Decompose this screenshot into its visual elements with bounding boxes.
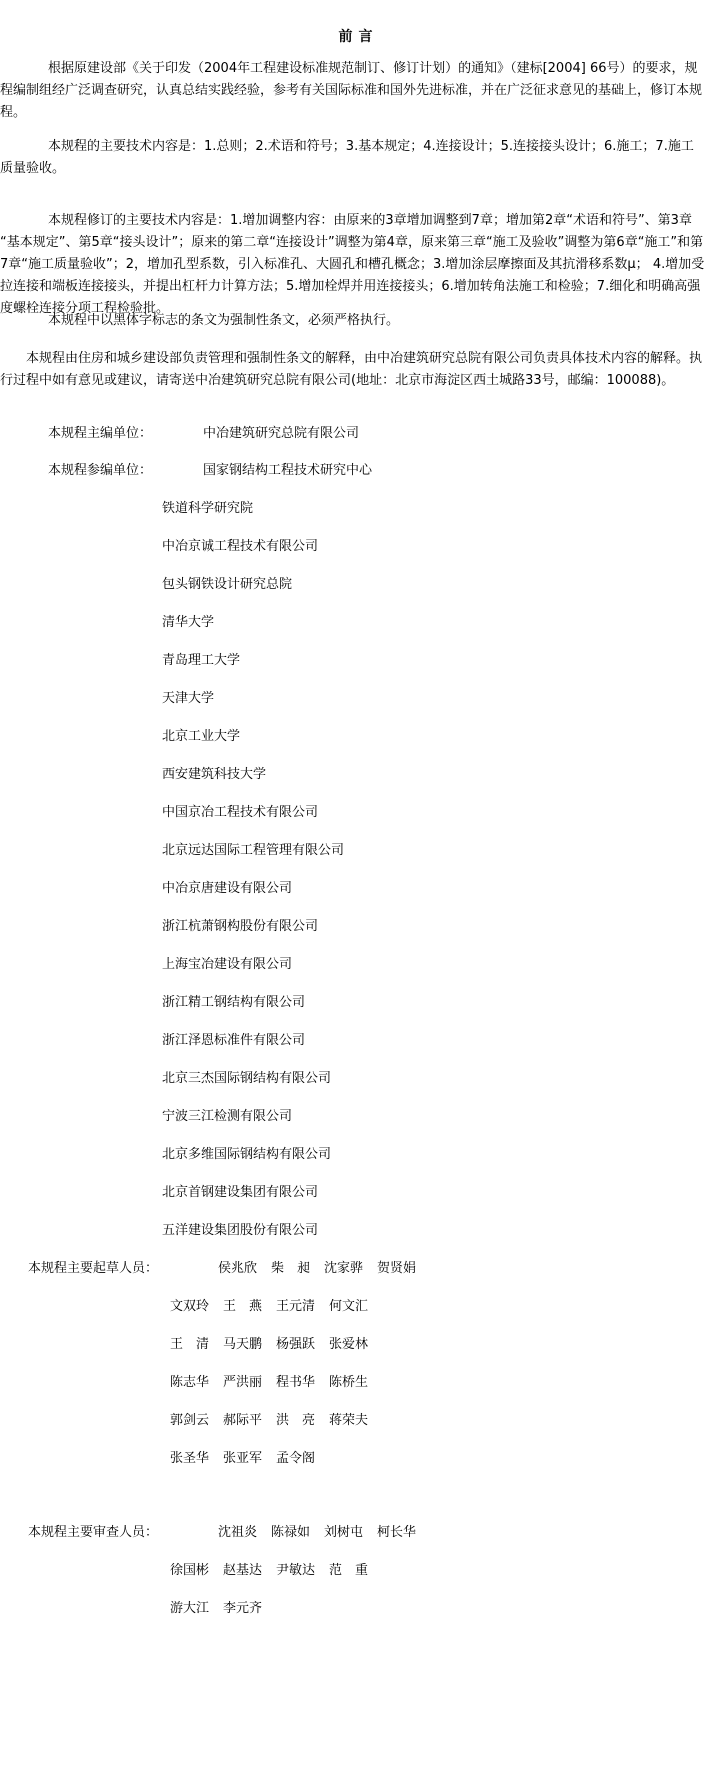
- person-name: 马天鹏: [223, 1337, 263, 1352]
- person-name: 郝际平: [223, 1413, 263, 1428]
- participant-unit: 宁波三江检测有限公司: [162, 1109, 293, 1124]
- drafter-names: [170, 1449, 329, 1469]
- participant-unit: 北京多维国际钢结构有限公司: [162, 1147, 332, 1162]
- participant-unit: 浙江精工钢结构有限公司: [162, 995, 306, 1010]
- reviewers-label: 本规程主要审查人员：: [28, 1525, 159, 1540]
- participant-unit: 五洋建设集团股份有限公司: [162, 1223, 319, 1238]
- person-name: 游大江: [170, 1601, 210, 1616]
- person-name: 程书华: [276, 1375, 316, 1390]
- page-title: 前言: [338, 29, 379, 45]
- paragraph-main-content: 本规程的主要技术内容是：1.总则；2.术语和符号；3.基本规定；4.连接设计；5.连接接头设计；6.施工；7.施工质量验收。: [0, 139, 694, 176]
- person-name: 蒋荣夫: [329, 1413, 369, 1428]
- participant-unit: 浙江泽恩标准件有限公司: [162, 1033, 306, 1048]
- drafter-names: [170, 1335, 382, 1355]
- paragraph-revision-content: 本规程修订的主要技术内容是：1.增加调整内容：由原来的3章增加调整到7章；增加第2章“术语和符号”、第3章 “基本规定”、第5章“接头设计”；原来的第二章“连接设计”调整为第4章，原来第三章“施工及验收”调整为第6章“施工”和第7章“施工质量验收”；2，增加孔型系数，引入标准孔、大圆孔和槽孔概念；3.增加涂层摩擦面及其抗滑移系数μ； 4.增加受拉连接和端板连接接头，并提出杠杆力计算方法；5.增加栓焊并用连接接头；6.增加转角法施工和检验；7.细化和明确高强度螺栓连接分项工程检验批。: [0, 213, 705, 316]
- person-name: 陈禄如: [271, 1525, 311, 1540]
- person-name: 刘树屯: [324, 1525, 364, 1540]
- participant-unit: 上海宝冶建设有限公司: [162, 957, 293, 972]
- participant-unit: 包头钢铁设计研究总院: [162, 577, 293, 592]
- person-name: 孟令阁: [276, 1451, 316, 1466]
- person-name: 杨强跃: [276, 1337, 316, 1352]
- paragraph-management: 本规程由住房和城乡建设部负责管理和强制性条文的解释，由中冶建筑研究总院有限公司负责具体技术内容的解释。执行过程中如有意见或建议，请寄送中冶建筑研究总院有限公司(地址：北京市海淀区西土城路33号，邮编：100088)。: [0, 351, 703, 388]
- person-name: 王 清: [170, 1337, 210, 1352]
- person-name: 郭剑云: [170, 1413, 210, 1428]
- person-name: 何文汇: [329, 1299, 369, 1314]
- person-name: 王元清: [276, 1299, 316, 1314]
- participant-unit: 国家钢结构工程技术研究中心: [203, 463, 373, 478]
- participant-unit: 北京首钢建设集团有限公司: [162, 1185, 319, 1200]
- participant-unit: 北京工业大学: [162, 729, 241, 744]
- person-name: 张圣华: [170, 1451, 210, 1466]
- person-name: 沈祖炎: [218, 1525, 258, 1540]
- person-name: 陈志华: [170, 1375, 210, 1390]
- drafters-label: 本规程主要起草人员：: [28, 1261, 159, 1276]
- drafter-names: [170, 1411, 382, 1431]
- chief-editor-label: 本规程主编单位：: [48, 426, 153, 441]
- person-name: 贺贤娟: [377, 1261, 417, 1276]
- participant-unit: 中冶京唐建设有限公司: [162, 881, 293, 896]
- chief-editor-unit: 中冶建筑研究总院有限公司: [203, 426, 360, 441]
- person-name: 柯长华: [377, 1525, 417, 1540]
- person-name: 赵基达: [223, 1563, 263, 1578]
- participant-unit: 中国京冶工程技术有限公司: [162, 805, 319, 820]
- person-name: 张亚军: [223, 1451, 263, 1466]
- person-name: 严洪丽: [223, 1375, 263, 1390]
- participants-label: 本规程参编单位：: [48, 463, 153, 478]
- person-name: 洪 亮: [276, 1413, 316, 1428]
- reviewer-names: [170, 1561, 382, 1581]
- paragraph-mandatory-note: 本规程中以黑体字标志的条文为强制性条文，必须严格执行。: [48, 313, 400, 328]
- person-name: 陈桥生: [329, 1375, 369, 1390]
- person-name: 张爱林: [329, 1337, 369, 1352]
- participant-unit: 青岛理工大学: [162, 653, 241, 668]
- paragraph-basis: 根据原建设部《关于印发（2004年工程建设标准规范制订、修订计划）的通知》（建标[2004] 66号）的要求，规程编制组经广泛调查研究，认真总结实践经验，参考有关国际标准和国外先进标准，并在广泛征求意见的基础上，修订本规程。: [0, 61, 703, 120]
- participant-unit: 北京三杰国际钢结构有限公司: [162, 1071, 332, 1086]
- person-name: 侯兆欣: [218, 1261, 258, 1276]
- drafter-names: [218, 1259, 430, 1279]
- person-name: 尹敏达: [276, 1563, 316, 1578]
- participant-unit: 铁道科学研究院: [162, 501, 254, 516]
- drafter-names: [170, 1373, 382, 1393]
- participant-unit: 清华大学: [162, 615, 215, 630]
- participant-unit: 浙江杭萧钢构股份有限公司: [162, 919, 319, 934]
- participant-unit: 天津大学: [162, 691, 215, 706]
- participant-unit: 北京远达国际工程管理有限公司: [162, 843, 345, 858]
- person-name: 范 重: [329, 1563, 369, 1578]
- reviewer-names: [218, 1523, 430, 1543]
- participant-unit: 中冶京诚工程技术有限公司: [162, 539, 319, 554]
- reviewer-names: [170, 1599, 276, 1619]
- person-name: 沈家骅: [324, 1261, 364, 1276]
- person-name: 柴 昶: [271, 1261, 311, 1276]
- person-name: 王 燕: [223, 1299, 263, 1314]
- person-name: 李元齐: [223, 1601, 263, 1616]
- participant-unit: 西安建筑科技大学: [162, 767, 267, 782]
- drafter-names: [170, 1297, 382, 1317]
- person-name: 文双玲: [170, 1299, 210, 1314]
- person-name: 徐国彬: [170, 1563, 210, 1578]
